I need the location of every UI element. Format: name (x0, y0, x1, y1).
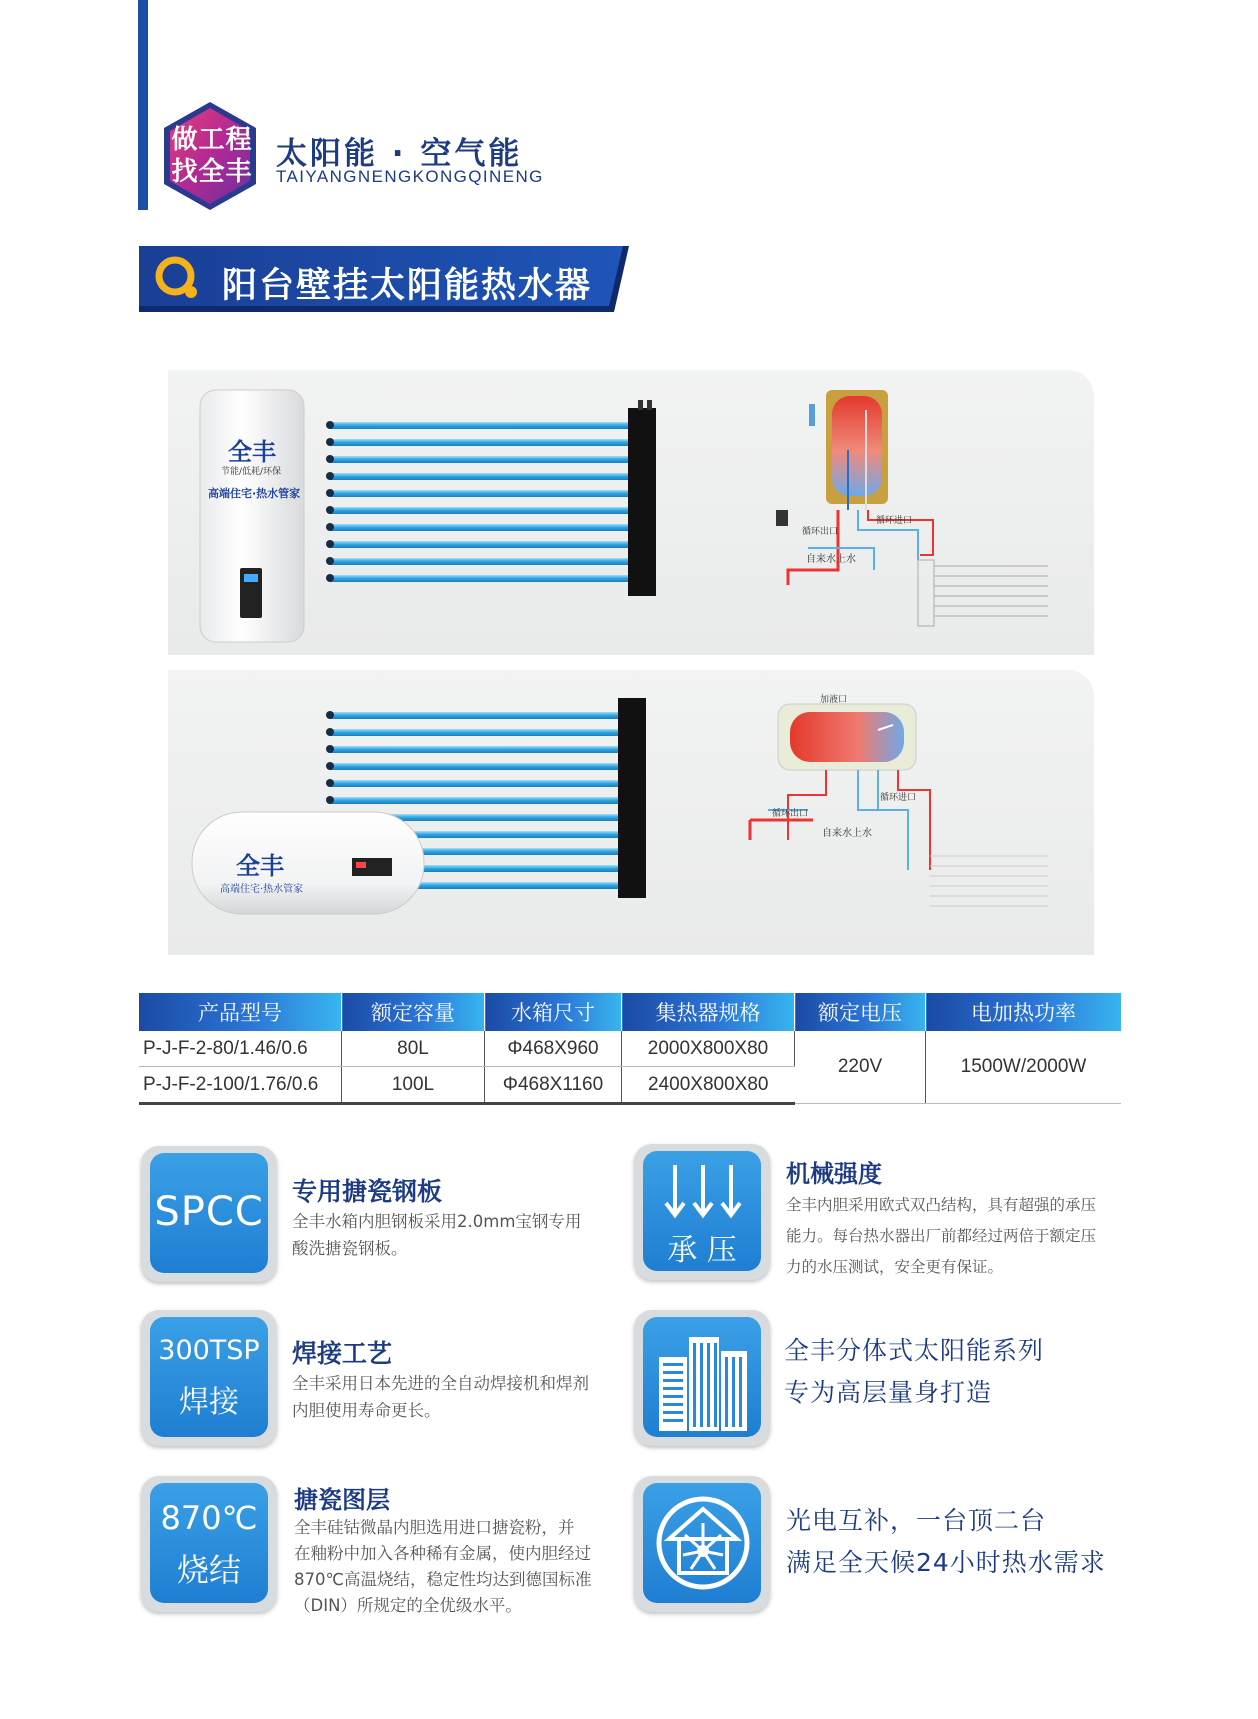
diagram2-cycle-in: 循环进口 (880, 793, 917, 803)
vertical-tank-brand: 全丰 (228, 438, 276, 466)
vertical-tank-slogan: 节能/低耗/环保 (221, 467, 282, 477)
cell-capacity: 100L (342, 1067, 485, 1104)
vertical-tank-tagline: 高端住宅·热水管家 (208, 487, 301, 500)
welding-icon: 300TSP 焊接 (141, 1310, 277, 1446)
enamel-desc: 全丰硅钴微晶内胆选用进口搪瓷粉，并 在釉粉中加入各种稀有金属，使内胆经过 870℃高温烧结，稳定性均达到德国标准 （DIN）所规定的全优级水平。 (294, 1518, 592, 1615)
cell-capacity: 80L (342, 1031, 485, 1067)
cell-voltage: 220V (795, 1031, 926, 1104)
cell-tank-size: Φ468X1160 (485, 1067, 622, 1104)
building-icon (634, 1310, 770, 1446)
header-power: 电加热功率 (926, 993, 1122, 1031)
brand-badge-text: 做工程 找全丰 (171, 125, 253, 187)
diagram1-tap-water: 自来水上水 (806, 554, 856, 565)
spec-table-header (139, 993, 1121, 1031)
spcc-desc: 全丰水箱内胆钢板采用2.0mm宝钢专用 酸洗搪瓷钢板。 (292, 1212, 582, 1258)
vertical-system-illustration (168, 370, 1094, 655)
brand-subtitle: TAIYANGNENGKONGQINENG (276, 167, 544, 186)
cell-tank-size: Φ468X960 (485, 1031, 622, 1067)
enamel-icon: 870℃ 烧结 (141, 1476, 277, 1612)
pressure-title: 机械强度 (786, 1160, 882, 1188)
spcc-title: 专用搪瓷钢板 (292, 1177, 443, 1206)
solar-text: 光电互补，一台顶二台 满足全天候24小时热水需求 (786, 1506, 1106, 1577)
cell-model: P-J-F-2-80/1.46/0.6 (139, 1031, 342, 1067)
horizontal-tank-tagline: 高端住宅·热水管家 (220, 884, 304, 895)
diagram2-tap-water: 自来水上水 (822, 828, 872, 839)
diagram1-cycle-out: 循环出口 (802, 527, 839, 537)
header-accent-bar (138, 0, 148, 210)
cell-power: 1500W/2000W (926, 1031, 1122, 1104)
collector-tubes-1 (326, 421, 630, 582)
spcc-icon: SPCC (141, 1146, 277, 1282)
header-voltage: 额定电压 (795, 993, 926, 1031)
diagram2-cycle-out: 循环出口 (772, 809, 809, 819)
pressure-icon: 承 压 (634, 1144, 770, 1280)
header-collector: 集热器规格 (622, 993, 795, 1031)
pressure-desc: 全丰内胆采用欧式双凸结构，具有超强的承压 能力。每台热水器出厂前都经过两倍于额定压 力的水压测试，安全更有保证。 (786, 1196, 1097, 1276)
diagram1-cycle-in: 循环进口 (876, 516, 913, 526)
cell-collector: 2000X800X80 (622, 1031, 795, 1067)
table-row (139, 1031, 1121, 1067)
welding-desc: 全丰采用日本先进的全自动焊接机和焊剂 内胆使用寿命更长。 (292, 1374, 589, 1420)
section-title: 阳台壁挂太阳能热水器 (222, 266, 593, 306)
cell-model: P-J-F-2-100/1.76/0.6 (139, 1067, 342, 1104)
enamel-title: 搪瓷图层 (294, 1486, 390, 1514)
spec-table (139, 993, 1121, 1105)
header-model: 产品型号 (139, 993, 342, 1031)
highrise-text: 全丰分体式太阳能系列 专为高层量身打造 (784, 1336, 1045, 1407)
horizontal-system-illustration (168, 670, 1094, 955)
diagram2-fill-inlet: 加液口 (820, 695, 848, 705)
header-tank-size: 水箱尺寸 (485, 993, 622, 1031)
brand-title: 太阳能 · 空气能 (276, 136, 523, 172)
horizontal-tank-brand: 全丰 (236, 852, 284, 880)
header-capacity: 额定容量 (342, 993, 485, 1031)
cell-collector: 2400X800X80 (622, 1067, 795, 1104)
sun-house-icon (634, 1476, 770, 1612)
welding-title: 焊接工艺 (292, 1339, 393, 1368)
